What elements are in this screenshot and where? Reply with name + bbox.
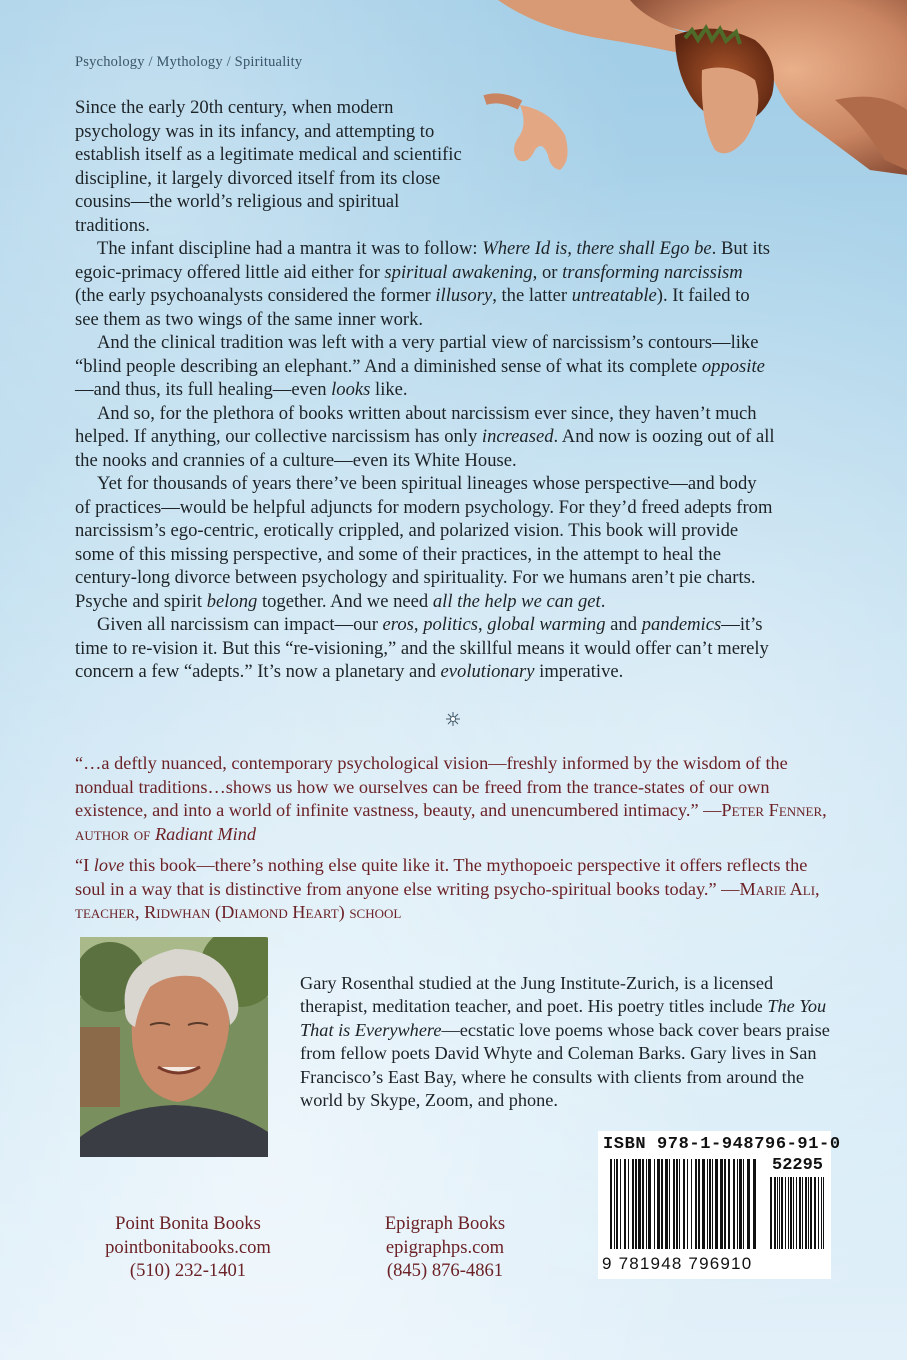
description-text: . (600, 590, 606, 612)
endorsement-quote-ali (75, 854, 835, 925)
description-text: , the latter (492, 285, 572, 306)
description-text: —and thus, its full healing—even (75, 379, 332, 400)
barcode-bar (777, 1177, 778, 1249)
barcode-bar (669, 1159, 670, 1249)
barcode-bar (753, 1159, 756, 1249)
barcode-bar (821, 1177, 822, 1249)
description-text: spiritual awakening (384, 261, 533, 283)
barcode-bar (676, 1159, 678, 1249)
description-text: . And now is oozing out of all the nooks and crannies of a culture—even its White House. (75, 426, 775, 471)
description-text: ). It failed to see them as two wings of the same inner work. (75, 285, 750, 330)
publisher-name: Epigraph Books (384, 1213, 506, 1234)
barcode-bar (779, 1177, 780, 1249)
barcode-bar (610, 1159, 612, 1249)
quote-text (75, 752, 835, 846)
description-text: untreatable (571, 285, 657, 306)
description-paragraph (75, 237, 775, 331)
barcode-bar (648, 1159, 651, 1249)
barcode-bar (712, 1159, 713, 1249)
barcode-bar (638, 1159, 641, 1249)
barcode-bar (747, 1159, 750, 1249)
description-text: increased (481, 426, 554, 447)
description-text: looks (331, 379, 371, 400)
description-text: , (477, 614, 488, 635)
description-text: Given all narcissism can impact—our (97, 614, 383, 635)
description-text: like. (370, 379, 408, 400)
quote-run: Radiant Mind (154, 823, 256, 844)
barcode-bar (802, 1177, 803, 1249)
barcode-bar (785, 1177, 786, 1249)
description-text: (the early psychoanalysts considered the former (75, 285, 436, 306)
barcode-bar (687, 1159, 688, 1249)
barcode-bar (642, 1159, 644, 1249)
barcode-bar (646, 1159, 647, 1249)
barcode-bar (654, 1159, 655, 1249)
barcode-bar (805, 1177, 807, 1249)
barcode-bar (673, 1159, 675, 1249)
endorsement-quote-fenner (75, 752, 835, 846)
publisher-url[interactable]: pointbonitabooks.com (105, 1236, 271, 1258)
barcode-bar (695, 1159, 697, 1249)
author-photo (80, 937, 268, 1157)
description-text: Since the early 20th century, when modern psychology was in its infancy, and attempting to establish itself as a legitimate medical and scientific discipline, it largely divorced itself from its close cousins—the world’s religious and spiritual traditions. (75, 97, 462, 236)
description-text: , (413, 614, 424, 635)
barcode-bar (709, 1159, 711, 1249)
barcode-bar (814, 1177, 816, 1249)
barcode-bar (770, 1177, 772, 1249)
barcode-bar (715, 1159, 718, 1249)
bio-text: —ecstatic love poems whose back cover bears praise from fellow poets David Whyte and Coleman Barks. Gary lives in San Francisco’s East Bay, where he consults with clients from around the world by Skype, Zoom, and phone. (300, 1019, 830, 1111)
ornament-star-icon (446, 712, 460, 726)
description-text: eros (382, 614, 414, 635)
barcode-bar (739, 1159, 742, 1249)
barcode-bar (620, 1159, 621, 1249)
description-text: illusory (435, 285, 493, 306)
publisher-phone: (510) 232-1401 (129, 1260, 247, 1281)
description-text: And the clinical tradition was left with a very partial view of narcissism’s contours—like “blind people describing an elephant.” And a diminished sense of what its complete (75, 332, 759, 377)
description-text: And so, for the plethora of books written about narcissism ever since, they haven’t much helped. If anything, our collective narcissism has only (75, 402, 757, 447)
publisher-point-bonita (88, 1212, 288, 1283)
description-text: global warming (487, 614, 606, 635)
description-text: politics (423, 614, 478, 635)
barcode-bar (632, 1159, 634, 1249)
description-text: , or (532, 261, 563, 283)
barcode-bar (683, 1159, 685, 1249)
barcode-bar (702, 1159, 705, 1249)
barcode-bar (788, 1177, 789, 1249)
barcode-bar (796, 1177, 797, 1249)
barcode-bar (628, 1159, 629, 1249)
quote-run: Marie Ali, teacher, Ridwhan (Diamond Heart) school (75, 878, 820, 922)
barcode-bar (661, 1159, 663, 1249)
price-code: 52295 (772, 1156, 824, 1175)
quote-run: “I (75, 855, 94, 875)
description-text: The infant discipline had a mantra it was to follow: (97, 238, 483, 259)
barcode-bar (737, 1159, 738, 1249)
barcode-bar (799, 1177, 801, 1249)
description-text: together. And we need (257, 590, 433, 612)
description-paragraph (75, 331, 775, 402)
author-bio (300, 972, 840, 1112)
barcode-bar (614, 1159, 615, 1249)
publisher-phone: (845) 876-4861 (386, 1260, 504, 1281)
barcode-bar (793, 1177, 794, 1249)
barcode-bar (728, 1159, 730, 1249)
description-text: —it’s time to re-vision it. But this “re-visioning,” and the skillful means it would offer can’t merely concern a few “adepts.” It’s now a planetary and (75, 614, 769, 682)
barcode-bar (808, 1177, 809, 1249)
barcode-bar (823, 1177, 824, 1249)
description-paragraph (75, 402, 775, 473)
barcode-bar (818, 1177, 819, 1249)
description-paragraph (75, 472, 775, 613)
barcode-bar (724, 1159, 726, 1249)
isbn-label: ISBN 978-1-948796-91-0 (603, 1135, 841, 1154)
barcode-bar (698, 1159, 700, 1249)
bio-text: Gary Rosenthal studied at the Jung Institute-Zurich, is a licensed therapist, meditation teacher, and poet. His poetry titles include (300, 973, 774, 1017)
barcode-bar (616, 1159, 618, 1249)
barcode-bar (691, 1159, 692, 1249)
category-label: Psychology / Mythology / Spirituality (75, 54, 303, 70)
barcode-bar (707, 1159, 708, 1249)
quote-run: Peter Fenner, author of (75, 800, 827, 844)
barcode-bar (679, 1159, 680, 1249)
barcode-bar (743, 1159, 744, 1249)
description-text: transforming narcissism (562, 261, 743, 283)
barcode-bar (781, 1177, 783, 1249)
description-text: all the help we can get (432, 590, 601, 612)
description-paragraph (75, 613, 775, 684)
description-text: belong (206, 590, 258, 612)
description-text: . But its egoic-primacy offered little aid either for (75, 238, 771, 283)
publisher-url[interactable]: epigraphps.com (385, 1236, 505, 1258)
quote-run: this book—there’s nothing else quite like it. The mythopoeic perspective it offers reflects the soul in a way that is distinctive from anyone else writing psycho-spiritual books today.” — (75, 855, 808, 899)
publisher-epigraph (360, 1212, 530, 1283)
barcode-bar (657, 1159, 660, 1249)
quote-text (75, 854, 835, 925)
book-description (75, 96, 775, 684)
description-text: evolutionary (440, 661, 535, 682)
description-text: opposite (701, 355, 765, 377)
description-text: Yet for thousands of years there’ve been spiritual lineages whose perspective—and body of practices—would be helpful adjuncts for modern psychology. For they’d freed adepts from narcissism’s ego-centric, erotically crippled, and polarized vision. This book will provide some of this missing perspective, and some of their practices, in the attempt to heal the century-long divorce between psychology and spirituality. For we humans aren’t pie charts. Psyche and spirit (75, 473, 773, 612)
barcode-bar (635, 1159, 637, 1249)
barcode-bar (790, 1177, 792, 1249)
description-text: and (605, 614, 642, 635)
quote-run: “…a deftly nuanced, contemporary psychological vision—freshly informed by the wisdom of the nondual traditions…shows us how we ourselves can be freed from the trance-states of our own existence, and into a world of infinite vastness, beauty, and unencumbered intimacy.” — (75, 753, 788, 820)
quote-run: love (93, 855, 125, 875)
barcode-bar (665, 1159, 668, 1249)
barcode-bar (810, 1177, 812, 1249)
description-text: imperative. (534, 661, 624, 682)
description-text: pandemics (641, 614, 722, 635)
barcode-bar (720, 1159, 723, 1249)
description-text: Where Id is, there shall Ego be (482, 238, 712, 259)
barcode-bar (624, 1159, 626, 1249)
description-paragraph (75, 96, 475, 237)
barcode-bar (733, 1159, 735, 1249)
barcode-bar (774, 1177, 776, 1249)
bio-text: The You That is Everywhere (300, 996, 827, 1040)
ean-number: 9 781948 796910 (602, 1254, 753, 1273)
publisher-name: Point Bonita Books (115, 1213, 261, 1234)
